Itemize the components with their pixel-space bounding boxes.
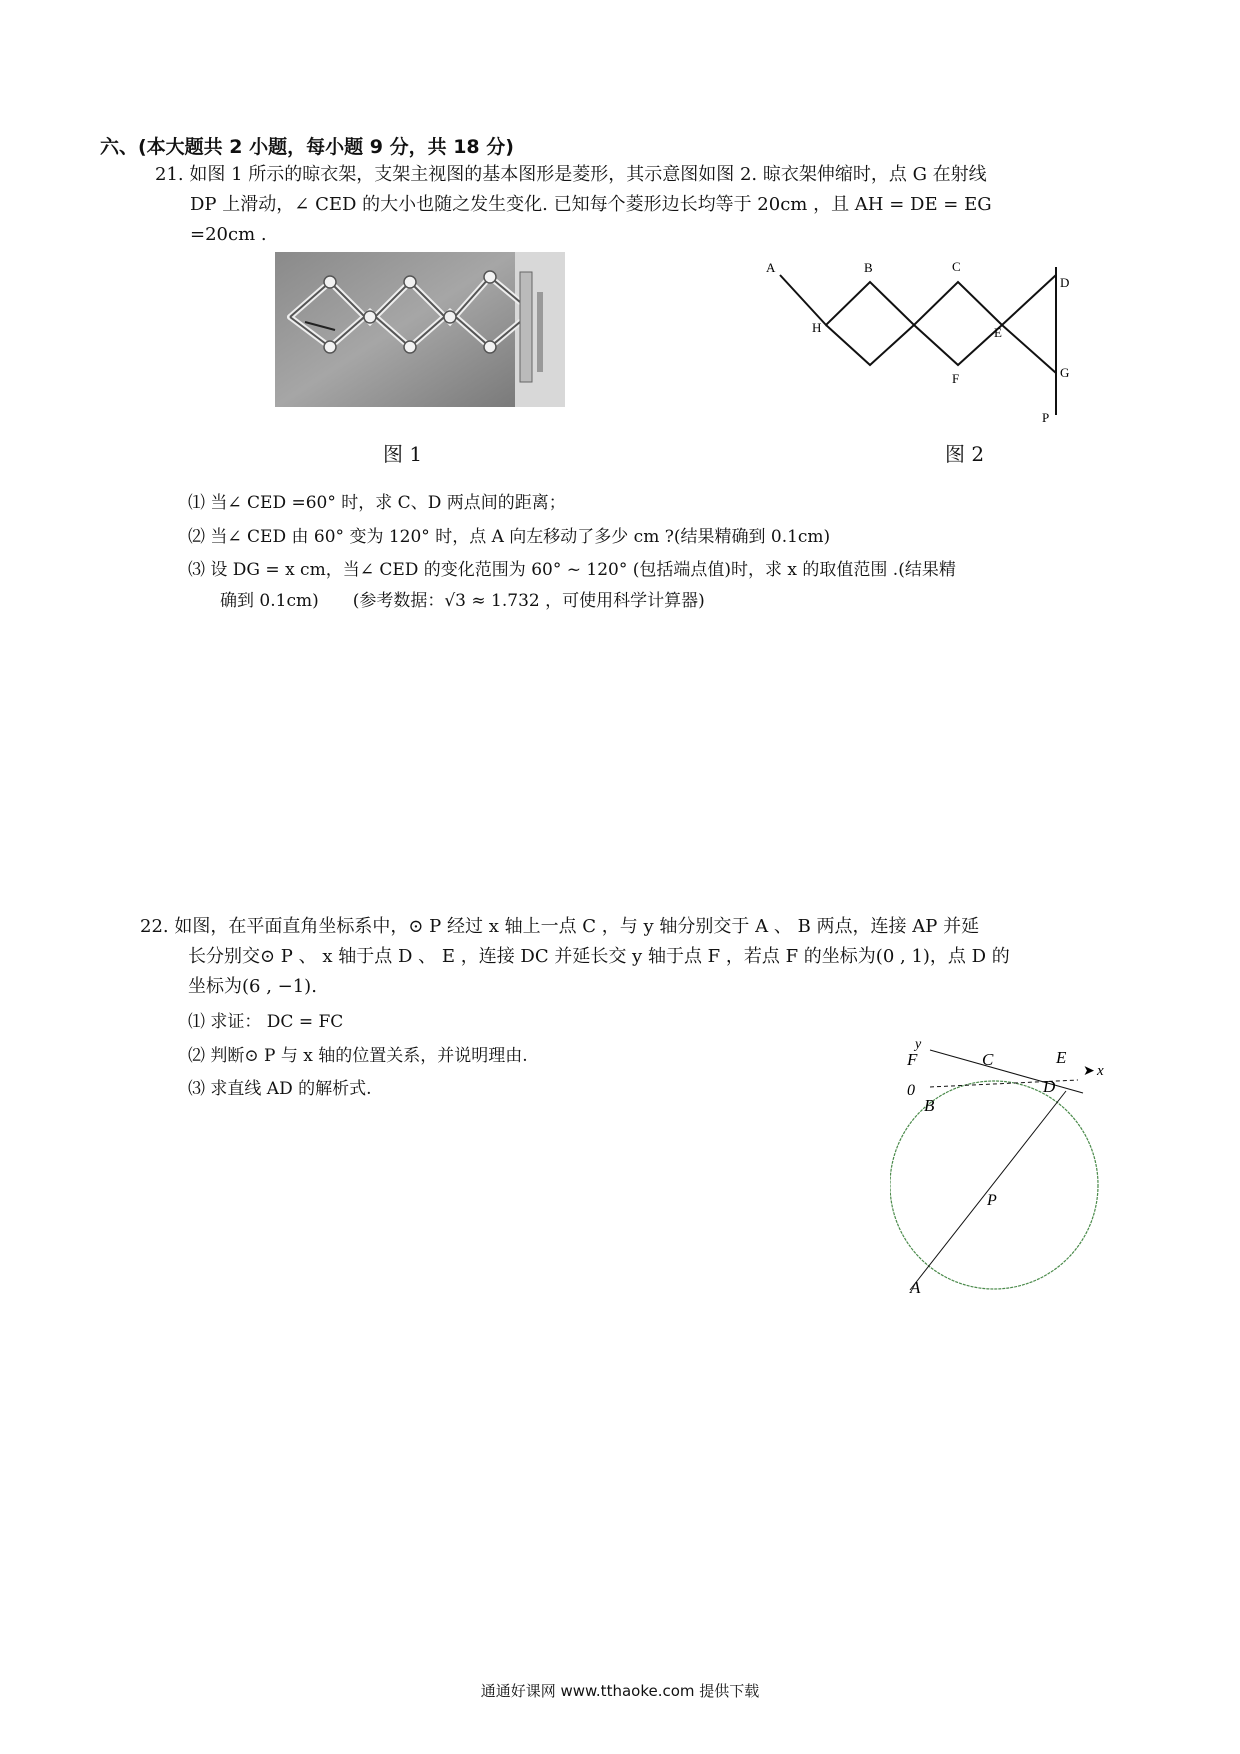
q22-label-x: x xyxy=(1097,1063,1104,1079)
q22-label-y: y xyxy=(915,1037,922,1052)
q21-line-3: =20cm . xyxy=(190,224,267,245)
q22-sub-1: ⑴ 求证： DC = FC xyxy=(188,1012,344,1032)
fig2-label-a: A xyxy=(766,260,776,275)
q22-figure-diagram xyxy=(890,1035,1120,1295)
q22-x-arrow: ➤ xyxy=(1083,1064,1095,1079)
q22-label-d: D xyxy=(1043,1077,1056,1096)
fig2-label-g: G xyxy=(1060,365,1070,380)
q21-sub-1: ⑴ 当∠ CED =60° 时，求 C、D 两点间的距离； xyxy=(188,493,566,513)
section-title: 六、(本大题共 2 小题，每小题 9 分，共 18 分) xyxy=(100,136,514,158)
fig2-label-e: E xyxy=(994,325,1002,340)
q22-label-a: A xyxy=(910,1278,921,1295)
q21-sub-3a: ⑶ 设 DG = x cm，当∠ CED 的变化范围为 60° ~ 120° (包括端点值)时，求 x 的取值范围 .(结果精 xyxy=(188,560,956,580)
q22-label-f: F xyxy=(907,1050,918,1069)
fig2-label-h: H xyxy=(812,320,822,335)
q22-label-c: C xyxy=(982,1050,994,1069)
footer-source: 通通好课网 www.tthaoke.com 提供下载 xyxy=(480,1682,760,1700)
q22-sub-3: ⑶ 求直线 AD 的解析式. xyxy=(188,1079,372,1099)
fig2-label-d: D xyxy=(1060,275,1070,290)
fig2-label-c: C xyxy=(952,259,961,274)
fig2-label-p: P xyxy=(1042,410,1050,425)
figure-2-diagram xyxy=(760,255,1080,425)
q22-label-p: P xyxy=(987,1192,997,1209)
q22-label-b: B xyxy=(924,1096,935,1115)
q22-line-3: 坐标为(6 , −1). xyxy=(188,976,317,997)
fig2-label-f: F xyxy=(952,371,960,386)
figure-1-photo xyxy=(275,252,565,407)
q22-label-o: 0 xyxy=(907,1082,915,1099)
figure-1-caption: 图 1 xyxy=(383,442,423,466)
q22-line-2: 长分别交⊙ P 、 x 轴于点 D 、 E ，连接 DC 并延长交 y 轴于点 F ，若点 F 的坐标为(0 , 1)，点 D 的 xyxy=(188,946,1010,967)
figure-2-caption: 图 2 xyxy=(945,442,985,466)
q22-label-e: E xyxy=(1056,1048,1067,1067)
q21-line-2: DP 上滑动，∠ CED 的大小也随之发生变化. 已知每个菱形边长均等于 20cm ，且 AH = DE = EG xyxy=(190,194,992,215)
q21-sub-2: ⑵ 当∠ CED 由 60° 变为 120° 时，点 A 向左移动了多少 cm ?(结果精确到 0.1cm) xyxy=(188,527,831,547)
q21-sub-3b: 确到 0.1cm) (参考数据：√3 ≈ 1.732 ，可使用科学计算器) xyxy=(220,591,705,611)
fig2-label-b: B xyxy=(864,260,873,275)
q21-line-1: 21. 如图 1 所示的晾衣架，支架主视图的基本图形是菱形，其示意图如图 2. 晾衣架伸缩时，点 G 在射线 xyxy=(155,164,987,185)
q22-sub-2: ⑵ 判断⊙ P 与 x 轴的位置关系，并说明理由. xyxy=(188,1046,528,1066)
q22-line-1: 22. 如图，在平面直角坐标系中，⊙ P 经过 x 轴上一点 C ，与 y 轴分别交于 A 、 B 两点，连接 AP 并延 xyxy=(140,916,980,937)
